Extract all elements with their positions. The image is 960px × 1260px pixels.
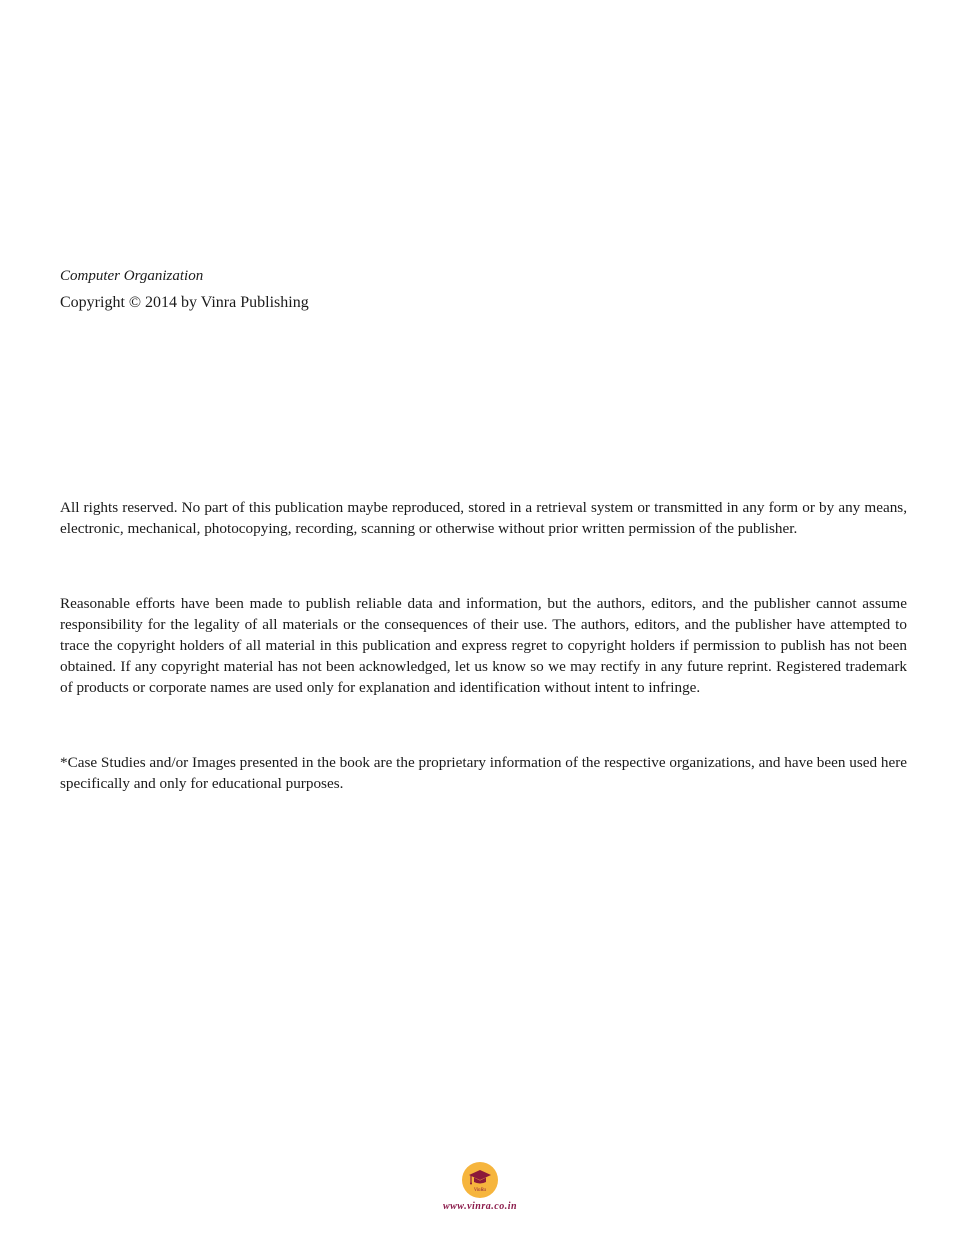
- rights-reserved-paragraph: All rights reserved. No part of this publication maybe reproduced, stored in a retrieval system or transmitted in any form or by any means, electronic, mechanical, photocopying, recording, scanning or otherwise without prior written permission of the publisher.: [60, 499, 907, 537]
- book-title: Computer Organization: [60, 268, 204, 284]
- publisher-footer: [0, 1162, 960, 1212]
- graduation-cap-icon: [462, 1162, 498, 1198]
- case-studies-note: *Case Studies and/or Images presented in the book are the proprietary information of the respective organizations, and have been used here specifically and only for educational purposes.: [60, 754, 907, 792]
- disclaimer-paragraph: Reasonable efforts have been made to publish reliable data and information, but the authors, editors, and the publisher cannot assume responsibility for the legality of all materials or the consequences of their use. The authors, editors, and the publisher have attempted to trace the copyright holders of all material in this publication and express regret to copyright holders if permission to publish has not been obtained. If any copyright material has not been acknowledged, let us know so we may rectify in any future reprint. Registered trademark of products or corporate names are used only for explanation and identification without intent to infringe.: [60, 595, 907, 696]
- title-block: [60, 266, 309, 313]
- publisher-logo: [462, 1162, 498, 1198]
- publisher-website-link[interactable]: www.vinra.co.in: [442, 1201, 518, 1212]
- copyright-notice: Copyright © 2014 by Vinra Publishing: [60, 294, 309, 311]
- svg-text:VinRa: VinRa: [473, 1188, 487, 1193]
